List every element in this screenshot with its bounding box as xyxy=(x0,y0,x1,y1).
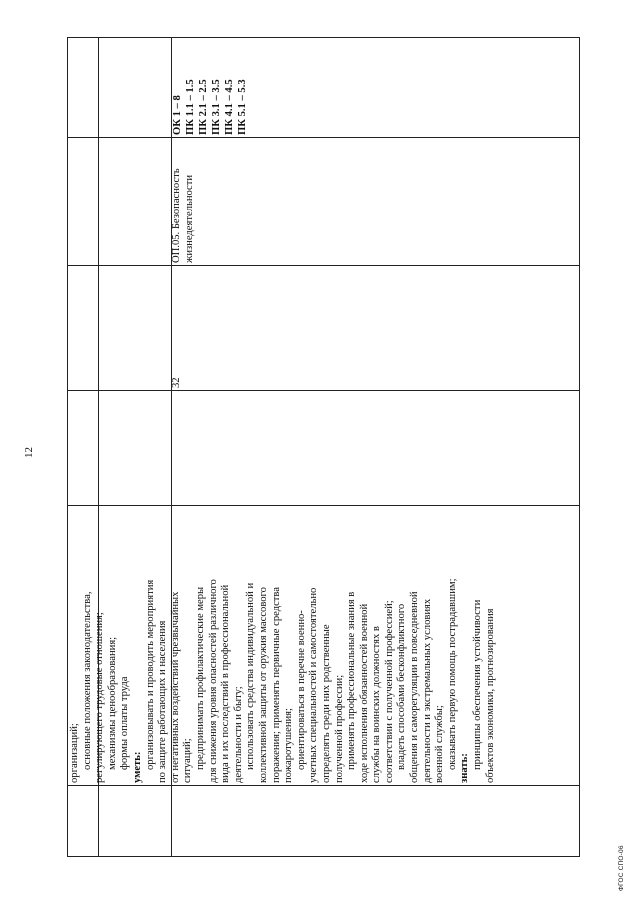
skills-heading: уметь: xyxy=(132,751,143,783)
curriculum-table xyxy=(67,37,580,857)
discipline-name: ОП.05. Безопасность жизнедеятельности xyxy=(171,168,195,263)
page-number: 12 xyxy=(23,447,35,458)
column-divider xyxy=(68,265,579,266)
column-divider xyxy=(68,137,579,138)
column-divider xyxy=(68,505,579,506)
hours-value: 32 xyxy=(171,377,182,388)
competencies-list: ОК 1 – 8 ПК 1.1 – 1.5 ПК 2.1 – 2.5 ПК 3.1 – 3.5 ПК 4.1 – 4.5 ПК 5.1 – 5.3 xyxy=(172,79,248,135)
column-divider xyxy=(68,390,579,391)
skills-knowledge-text: уметь: организовывать и проводить мероприятия по защите работающих и населения от негативных воздействий чрезвычайных ситуаций; предпринимать профилактические меры для снижения уровня опасностей различного вида и их последствий в профессиональной деятельности и быту; использовать средства индивидуальной и коллективной защиты от оружия массового поражения; применять первичные средства пожаротушения; ориентироваться в перечне военно- учетных специальностей и самостоятельно определять среди них родственные полученной профессии; применять профессиональные знания в ходе исполнения обязанностей военной службы на воинских должностях в соответствии с полученной профессией; владеть способами бесконфликтного общения и саморегуляции в повседневной деятельности и экстремальных условиях военной службы; оказывать первую помощь пострадавшим; знать: принципы обеспечения устойчивости объектов экономики, прогнозирования xyxy=(132,578,496,783)
footer-label: ФГОС СПО-06 xyxy=(618,845,625,891)
knowledge-top-text: организаций; основные положения законодательства, регулирующего трудовые отношения; механизмы ценообразования; формы оплаты труда xyxy=(69,591,131,783)
knowledge-heading: знать: xyxy=(459,753,471,783)
column-divider xyxy=(68,785,579,786)
